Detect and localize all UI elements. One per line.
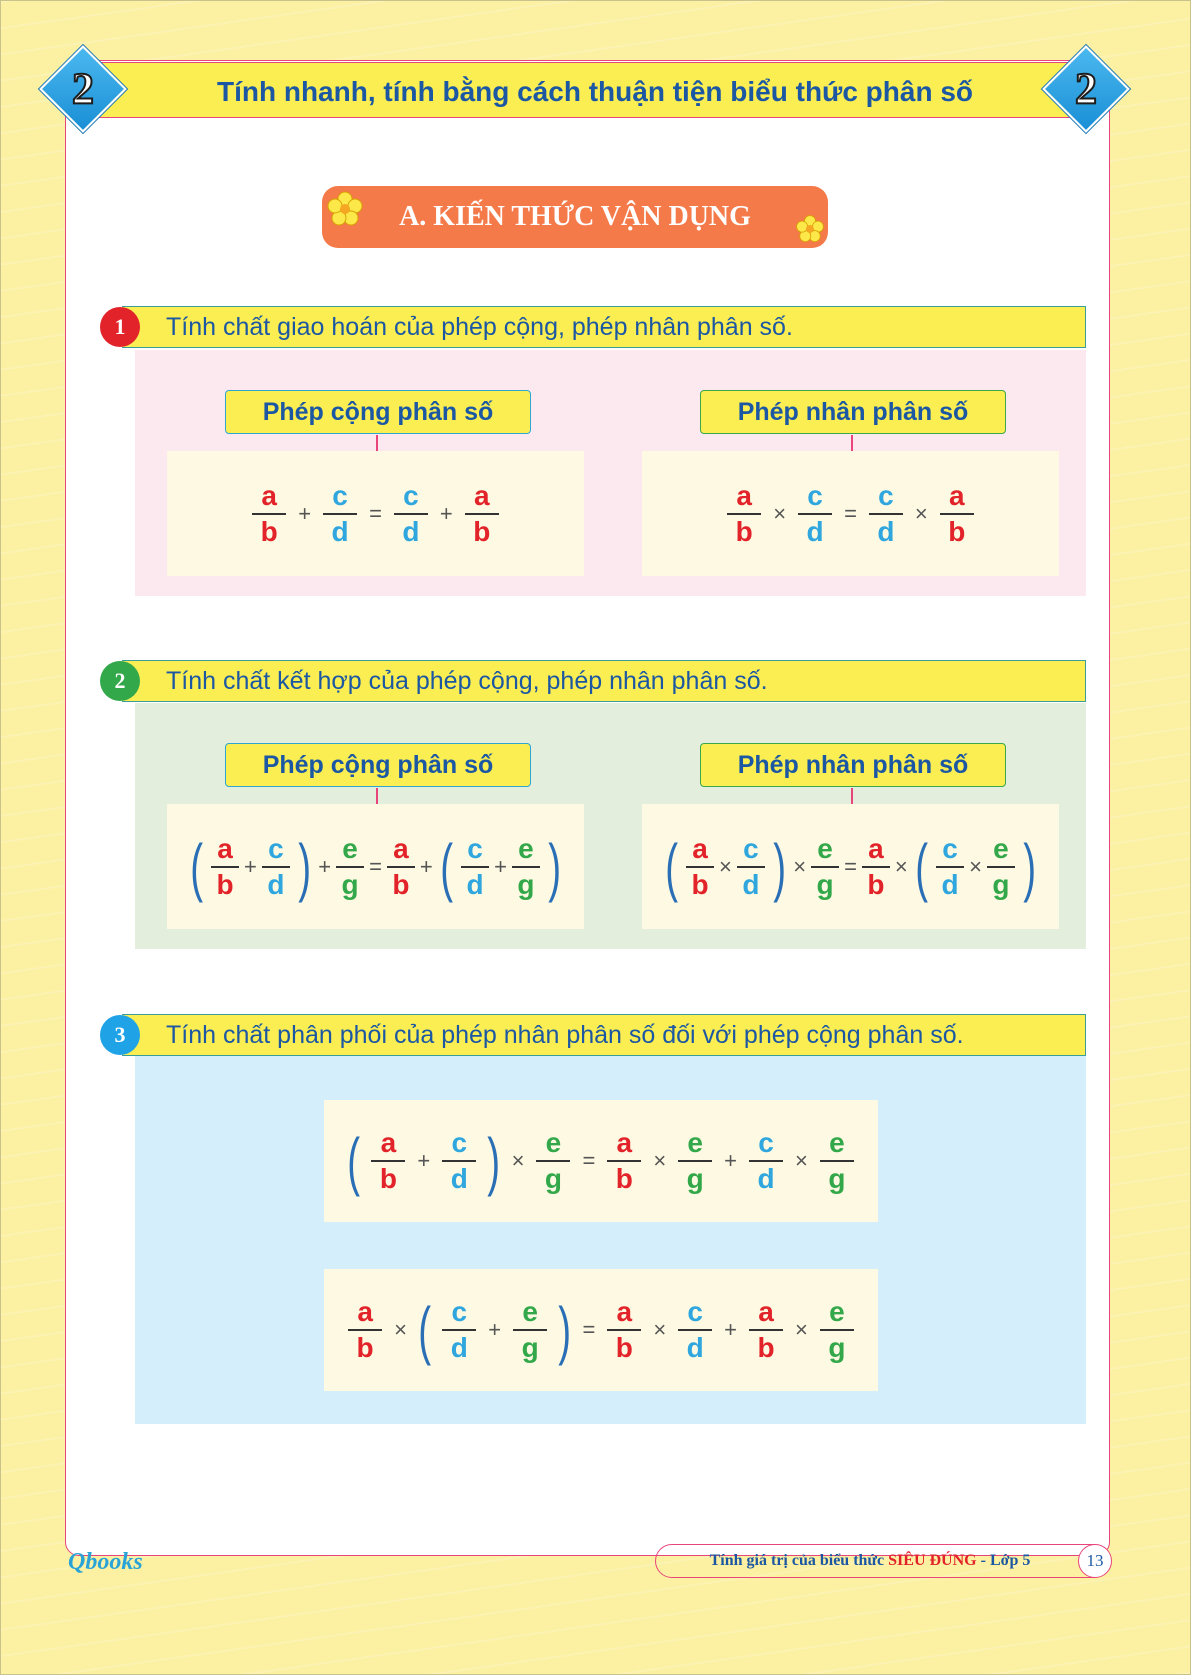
- numerator: c: [942, 832, 958, 864]
- numerator: a: [736, 479, 752, 511]
- plus-sign: +: [244, 853, 257, 879]
- denominator: b: [691, 868, 709, 900]
- denominator: d: [742, 868, 760, 900]
- distributive-formula-2: [324, 1269, 878, 1391]
- fraction-c-d: [394, 481, 428, 547]
- denominator: b: [615, 1163, 633, 1194]
- times-sign: ×: [394, 1317, 407, 1342]
- numerator: a: [948, 479, 965, 511]
- book-title-prefix: Tính giá trị của biểu thức: [709, 1552, 885, 1569]
- numerator: a: [393, 832, 409, 864]
- times-sign: ×: [795, 1317, 808, 1342]
- plus-sign: +: [488, 1317, 502, 1342]
- fraction-a-b: [607, 1128, 641, 1194]
- denominator: b: [356, 1332, 374, 1363]
- property-2-text: Tính chất kết hợp của phép cộng, phép nhân phân số.: [166, 667, 768, 695]
- fraction-a-b: [348, 1297, 382, 1363]
- denominator: g: [341, 868, 359, 900]
- right-paren: ): [1023, 830, 1037, 903]
- denominator: g: [828, 1163, 846, 1194]
- equals-sign: =: [582, 1317, 596, 1342]
- numerator: e: [687, 1127, 703, 1158]
- denominator: d: [877, 515, 895, 547]
- fraction-e-g: [820, 1128, 854, 1194]
- denominator: b: [216, 868, 234, 900]
- fraction-a-b: [607, 1297, 641, 1363]
- denominator: d: [806, 515, 824, 547]
- fraction-a-b: [252, 481, 286, 547]
- fraction-a-b: [940, 481, 974, 547]
- property-2-badge: 2: [100, 661, 140, 701]
- numerator: c: [451, 1127, 468, 1158]
- numerator: c: [807, 479, 823, 511]
- numerator: a: [868, 832, 884, 864]
- fraction-e-g: [811, 834, 839, 900]
- denominator: b: [473, 515, 491, 547]
- numerator: e: [993, 832, 1009, 864]
- fraction-e-g: [820, 1297, 854, 1363]
- connector-line: [376, 435, 378, 451]
- times-sign: ×: [969, 853, 982, 879]
- associative-multiplication-formula: [642, 804, 1059, 929]
- right-paren: ): [298, 830, 311, 903]
- page-number: 13: [1078, 1544, 1112, 1578]
- fraction-a-b: [727, 481, 761, 547]
- property-1-text: Tính chất giao hoán của phép cộng, phép nhân phân số.: [166, 313, 793, 341]
- denominator: b: [867, 868, 885, 900]
- fraction-e-g: [536, 1128, 570, 1194]
- numerator: c: [268, 832, 284, 864]
- numerator: a: [380, 1127, 397, 1158]
- denominator: b: [615, 1332, 633, 1363]
- fraction-e-g: [987, 834, 1015, 900]
- flower-icon: [326, 190, 364, 228]
- times-sign: ×: [793, 853, 807, 879]
- addition-label: Phép cộng phân số: [225, 743, 531, 787]
- fraction-c-d: [737, 834, 765, 900]
- multiplication-label: Phép nhân phân số: [700, 743, 1006, 787]
- fraction-c-d: [678, 1297, 712, 1363]
- times-sign: ×: [795, 1148, 808, 1173]
- times-sign: ×: [719, 853, 732, 879]
- left-paren: (: [915, 830, 928, 903]
- fraction-c-d: [936, 834, 964, 900]
- denominator: b: [757, 1332, 775, 1363]
- denominator: d: [267, 868, 285, 900]
- plus-sign: +: [417, 1148, 431, 1173]
- book-title-suffix: - Lớp 5: [980, 1552, 1031, 1569]
- denominator: d: [686, 1332, 704, 1363]
- numerator: e: [545, 1127, 562, 1158]
- left-paren: (: [664, 830, 678, 903]
- property-3-badge: 3: [100, 1015, 140, 1055]
- fraction-a-b: [686, 834, 714, 900]
- equals-sign: =: [844, 500, 857, 526]
- connector-line: [851, 788, 853, 804]
- numerator: a: [758, 1296, 774, 1327]
- plus-sign: +: [318, 853, 332, 879]
- book-title: [670, 1544, 1070, 1578]
- fraction-e-g: [336, 834, 364, 900]
- numerator: a: [357, 1296, 373, 1327]
- section-a-label: [322, 186, 828, 248]
- plus-sign: +: [439, 500, 453, 526]
- numerator: a: [692, 832, 708, 864]
- associative-addition-formula: [167, 804, 584, 929]
- commutative-multiplication-formula: [642, 451, 1059, 576]
- connector-line: [376, 788, 378, 804]
- plus-sign: +: [419, 853, 433, 879]
- equals-sign: =: [369, 500, 382, 526]
- denominator: b: [379, 1163, 397, 1194]
- fraction-a-b: [371, 1128, 405, 1194]
- numerator: a: [616, 1127, 633, 1158]
- right-paren: ): [548, 830, 562, 903]
- fraction-e-g: [513, 1297, 547, 1363]
- times-sign: ×: [653, 1148, 667, 1173]
- numerator: e: [829, 1127, 845, 1158]
- numerator: e: [817, 832, 833, 864]
- numerator: c: [403, 479, 419, 511]
- equals-sign: =: [369, 853, 382, 879]
- denominator: b: [948, 515, 966, 547]
- numerator: c: [758, 1127, 774, 1158]
- left-paren: (: [418, 1294, 432, 1366]
- addition-label: Phép cộng phân số: [225, 390, 531, 434]
- property-1-badge: 1: [100, 307, 140, 347]
- denominator: d: [331, 515, 349, 547]
- denominator: g: [544, 1163, 562, 1194]
- numerator: c: [467, 832, 483, 864]
- right-paren: ): [487, 1125, 501, 1197]
- numerator: c: [878, 479, 894, 511]
- plus-sign: +: [724, 1148, 738, 1173]
- book-title-highlight: SIÊU ĐÚNG: [888, 1552, 977, 1569]
- denominator: d: [466, 868, 484, 900]
- distributive-formula-1: [324, 1100, 878, 1222]
- numerator: c: [687, 1296, 703, 1327]
- left-badge-number: 2: [72, 64, 94, 113]
- fraction-a-b: [211, 834, 239, 900]
- denominator: d: [450, 1332, 468, 1363]
- equals-sign: =: [844, 853, 857, 879]
- numerator: a: [616, 1296, 633, 1327]
- times-sign: ×: [653, 1317, 667, 1342]
- fraction-c-d: [749, 1128, 783, 1194]
- left-paren: (: [189, 830, 203, 903]
- left-paren: (: [440, 830, 453, 903]
- flower-icon: [795, 214, 825, 244]
- times-sign: ×: [914, 500, 928, 526]
- fraction-a-b: [387, 834, 415, 900]
- denominator: g: [521, 1332, 539, 1363]
- denominator: g: [828, 1332, 846, 1363]
- section-a-text: A. KIẾN THỨC VẬN DỤNG: [399, 201, 751, 232]
- equals-sign: =: [582, 1148, 596, 1173]
- denominator: g: [992, 868, 1010, 900]
- numerator: c: [332, 479, 348, 511]
- numerator: e: [518, 832, 534, 864]
- numerator: a: [261, 479, 277, 511]
- fraction-a-b: [465, 481, 499, 547]
- denominator: g: [816, 868, 834, 900]
- times-sign: ×: [894, 853, 908, 879]
- right-badge-number: 2: [1075, 64, 1097, 113]
- commutative-addition-formula: [167, 451, 584, 576]
- denominator: b: [392, 868, 410, 900]
- plus-sign: +: [724, 1317, 738, 1342]
- page-title: Tính nhanh, tính bằng cách thuận tiện biểu thức phân số: [216, 76, 974, 107]
- fraction-c-d: [461, 834, 489, 900]
- numerator: c: [743, 832, 759, 864]
- fraction-a-b: [749, 1297, 783, 1363]
- fraction-c-d: [442, 1297, 476, 1363]
- fraction-c-d: [798, 481, 832, 547]
- numerator: a: [217, 832, 233, 864]
- denominator: d: [450, 1163, 468, 1194]
- numerator: e: [829, 1296, 845, 1327]
- fraction-a-b: [862, 834, 890, 900]
- publisher-logo: Qbooks: [68, 1549, 143, 1575]
- denominator: b: [735, 515, 753, 547]
- fraction-c-d: [442, 1128, 476, 1194]
- right-paren: ): [558, 1294, 572, 1366]
- denominator: b: [260, 515, 278, 547]
- numerator: e: [522, 1296, 538, 1327]
- denominator: g: [686, 1163, 704, 1194]
- plus-sign: +: [494, 853, 507, 879]
- fraction-c-d: [323, 481, 357, 547]
- numerator: c: [451, 1296, 468, 1327]
- denominator: g: [517, 868, 535, 900]
- property-3-text: Tính chất phân phối của phép nhân phân số đối với phép cộng phân số.: [166, 1021, 964, 1049]
- times-sign: ×: [511, 1148, 525, 1173]
- numerator: e: [342, 832, 358, 864]
- fraction-c-d: [869, 481, 903, 547]
- plus-sign: +: [298, 500, 312, 526]
- times-sign: ×: [773, 500, 787, 526]
- multiplication-label: Phép nhân phân số: [700, 390, 1006, 434]
- right-paren: ): [773, 830, 786, 903]
- fraction-e-g: [678, 1128, 712, 1194]
- denominator: d: [402, 515, 420, 547]
- numerator: a: [473, 479, 490, 511]
- denominator: d: [757, 1163, 775, 1194]
- fraction-e-g: [512, 834, 540, 900]
- fraction-c-d: [262, 834, 290, 900]
- denominator: d: [941, 868, 959, 900]
- connector-line: [851, 435, 853, 451]
- left-paren: (: [347, 1125, 361, 1197]
